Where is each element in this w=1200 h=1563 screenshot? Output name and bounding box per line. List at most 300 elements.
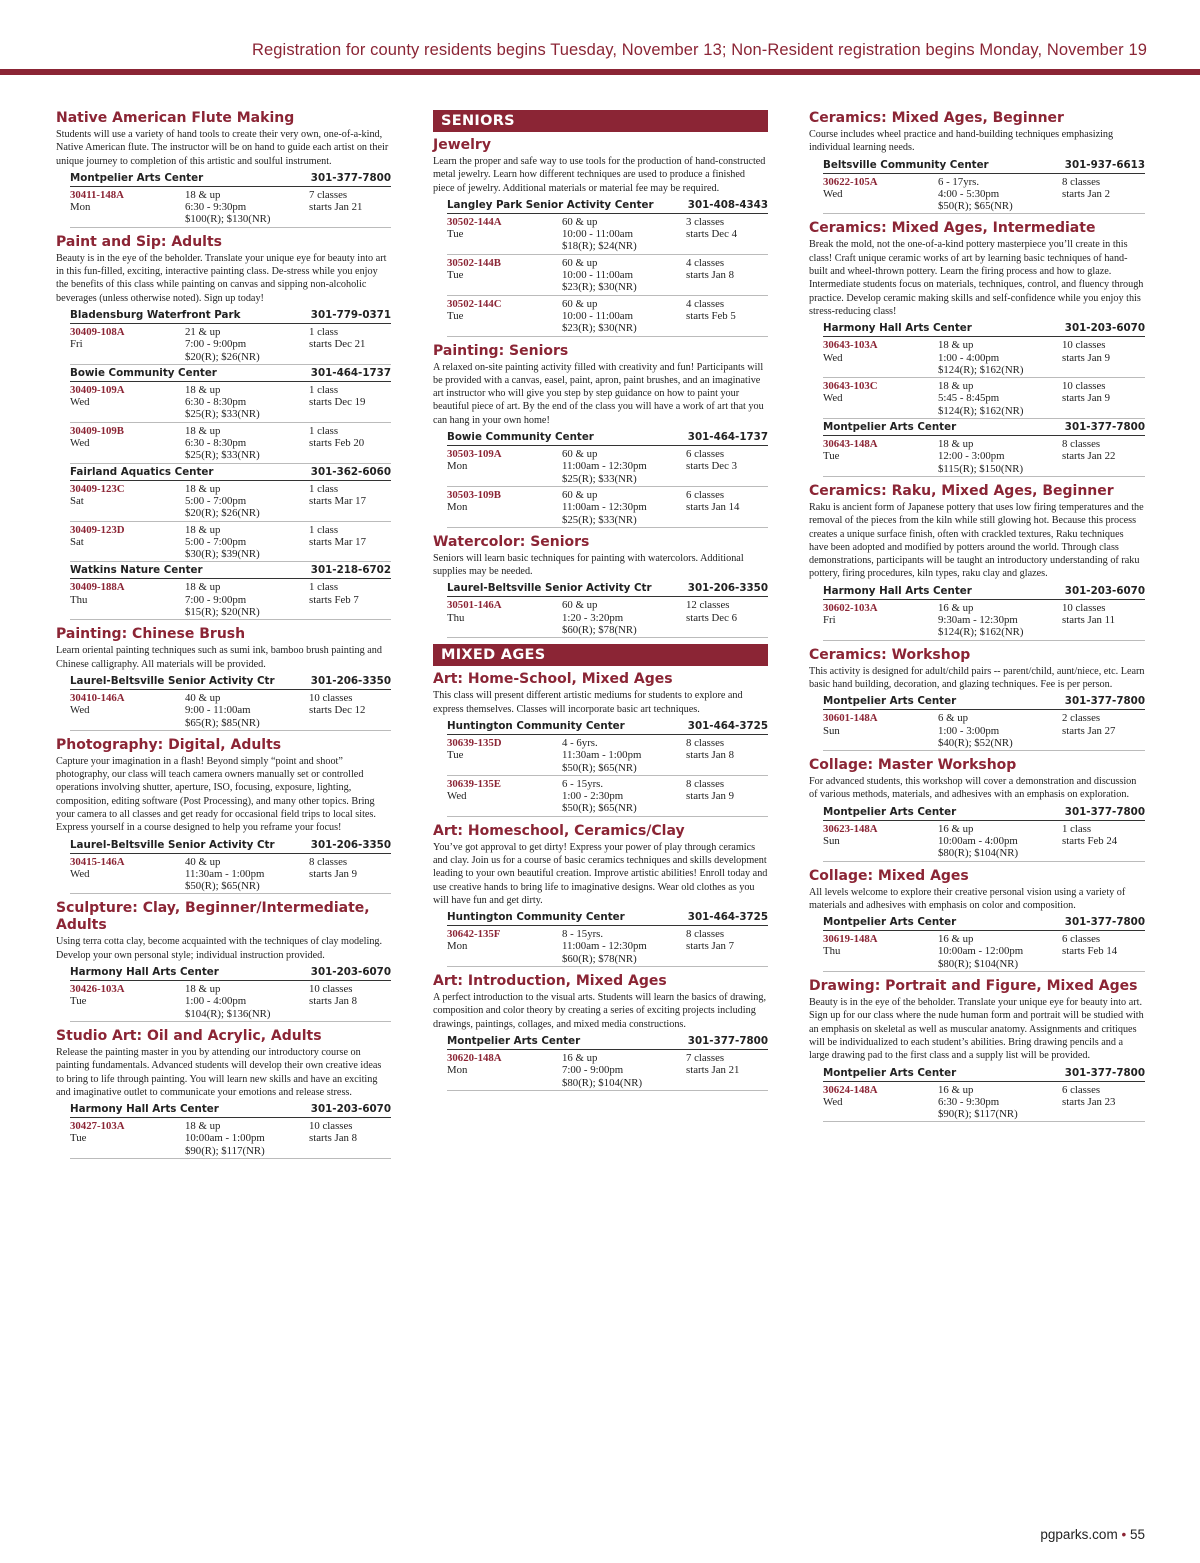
location-header [70,307,391,324]
course-code[interactable]: 30639-135D [447,736,502,749]
course-code[interactable]: 30624-148A [823,1083,878,1096]
location-name: Laurel-Beltsville Senior Activity Ctr [447,582,652,595]
course-description: All levels welcome to explore their creative personal vision using a variety of materials and adhesives with emphasis on color and composition. [809,886,1126,911]
session-start: starts Dec 3 [686,460,737,473]
course-code[interactable]: 30623-148A [823,822,878,835]
session-day: Wed [823,1095,843,1108]
session-age-time [562,928,686,965]
session-time: 5:45 - 8:45pm [938,392,1000,405]
session-start: starts Feb 14 [1062,945,1118,958]
session-code-day [70,189,185,226]
session-age-time [185,1120,309,1157]
session-row [823,1082,1145,1123]
course-description: Learn the proper and safe way to use tools for the production of hand-constructed metal jewelry. Learn how different techniques are used to produce a finished piece of jewelry. Additional materials or material fee may be required. [433,156,766,194]
course-code[interactable]: 30409-188A [70,581,125,594]
session-start: starts Jan 8 [686,269,734,282]
session-fee: $60(R); $78(NR) [562,952,637,965]
session-count-start [686,298,768,335]
session-age: 60 & up [562,297,598,310]
session-age: 40 & up [185,691,221,704]
session-age: 6 & up [938,712,968,725]
location-phone: 301-937-6613 [1064,158,1145,171]
session-code-day [447,448,562,485]
course-description: Break the mold, not the one-of-a-kind pottery masterpiece you’ll create in this class! Craft unique ceramic works of art by learning basic techniques of hand-built and wheel-thrown pottery. Learn the firing process and how to glaze. Intermediate students focus on materials, techniques, control, and fluency through practice. Develop ceramic making skills and self-confidence while you enjoy this stress-reducing class! [809,239,1144,317]
course-description: Learn oriental painting techniques such as sumi ink, bamboo brush painting and Chinese calligraphy. All materials will be provided. [56,645,382,670]
session-code-day [70,1120,185,1157]
location-header [823,914,1145,931]
session-code-day [447,257,562,294]
session-code-day [447,778,562,815]
session-code-day [447,489,562,526]
location-header [70,673,391,690]
session-row [447,735,768,776]
course-code[interactable]: 30411-148A [70,188,124,201]
session-day: Sat [70,494,84,507]
session-count-start [1062,823,1145,860]
course-code[interactable]: 30639-135E [447,777,501,790]
location-header [447,580,768,597]
location-phone: 301-218-6702 [310,564,391,577]
course-code[interactable]: 30427-103A [70,1120,125,1133]
location-name: Langley Park Senior Activity Center [447,198,654,211]
location-block [823,1065,1145,1123]
session-code-day [823,438,938,475]
session-row [823,931,1145,972]
session-start: starts Jan 9 [309,867,357,880]
session-code-day [823,823,938,860]
session-age-time [185,326,309,363]
course-title: Studio Art: Oil and Acrylic, Adults [56,1027,322,1044]
session-fee: $100(R); $130(NR) [185,213,271,226]
course-title: Art: Home-School, Mixed Ages [433,671,673,688]
session-day: Thu [823,945,841,958]
location-phone: 301-377-7800 [310,171,391,184]
course-title: Photography: Digital, Adults [56,736,282,753]
session-day: Tue [823,450,840,463]
session-code-day [823,380,938,417]
course-code[interactable]: 30503-109A [447,448,502,461]
session-age: 4 - 6yrs. [562,736,598,749]
location-header [70,464,391,481]
course-code[interactable]: 30502-144C [447,297,502,310]
session-fee: $104(R); $136(NR) [185,1007,271,1020]
course-listing [809,978,1145,1122]
session-age-time [185,692,309,729]
session-row [823,337,1145,378]
session-code-day [447,216,562,253]
session-count-start [1062,933,1145,970]
session-count-start [686,928,768,965]
session-count-start [686,737,768,774]
session-age: 18 & up [185,983,221,996]
location-name: Montpelier Arts Center [823,805,957,818]
location-block [823,693,1145,751]
session-fee: $50(R); $65(NR) [562,802,637,815]
location-block [447,718,768,817]
session-classes: 3 classes [686,215,725,228]
session-classes: 7 classes [309,188,348,201]
course-listing [56,737,391,895]
session-row [70,522,391,563]
session-row [447,776,768,817]
session-day: Tue [447,749,464,762]
session-row [70,579,391,620]
location-block [447,1033,768,1091]
course-listing [433,823,768,967]
session-time: 5:00 - 7:00pm [185,494,247,507]
session-time: 1:00 - 4:00pm [185,995,247,1008]
session-age-time [938,438,1062,475]
site-link[interactable]: pgparks.com [1040,1527,1118,1542]
session-age-time [185,189,309,226]
course-code[interactable]: 30409-123C [70,482,125,495]
session-fee: $30(R); $39(NR) [185,548,260,561]
session-classes: 6 classes [686,488,725,501]
course-code[interactable]: 30409-108A [70,325,125,338]
location-name: Laurel-Beltsville Senior Activity Ctr [70,838,275,851]
course-code[interactable]: 30502-144A [447,215,502,228]
session-time: 11:30am - 1:00pm [185,867,265,880]
session-code-day [447,928,562,965]
session-row [70,690,391,731]
session-row [447,296,768,337]
course-listing [809,757,1145,861]
location-name: Harmony Hall Arts Center [823,322,972,335]
course-listing [809,647,1145,751]
session-code-day [447,737,562,774]
location-name: Montpelier Arts Center [823,421,957,434]
session-age-time [562,778,686,815]
location-block [70,307,391,365]
session-age-time [938,933,1062,970]
course-description: This class will present different artistic mediums for students to explore and express themselves. Classes will incorporate basic art techniques. [433,690,743,715]
session-code-day [70,692,185,729]
session-code-day [823,712,938,749]
session-start: starts Jan 23 [1062,1095,1116,1108]
session-fee: $15(R); $20(NR) [185,606,260,619]
session-code-day [70,983,185,1020]
session-day: Fri [70,338,83,351]
session-count-start [309,524,391,561]
course-description: A perfect introduction to the visual arts. Students will learn the basics of drawing, composition and color theory by creating a series of exciting projects including drawings, paintings, collages, and mixed media constructions. [433,992,766,1030]
session-code-day [70,581,185,618]
session-fee: $25(R); $33(NR) [562,513,637,526]
session-age: 21 & up [185,325,221,338]
session-day: Sat [70,535,84,548]
session-start: starts Jan 8 [309,995,357,1008]
session-count-start [686,489,768,526]
session-classes: 1 class [309,424,339,437]
session-count-start [309,692,391,729]
session-count-start [686,1052,768,1089]
course-code[interactable]: 30601-148A [823,712,878,725]
session-time: 6:30 - 9:30pm [185,201,247,214]
session-age-time [562,599,686,636]
session-age: 18 & up [938,380,974,393]
session-code-day [823,602,938,639]
course-listing [433,671,768,816]
column-1 [56,110,391,1165]
session-count-start [309,581,391,618]
location-phone: 301-203-6070 [1064,584,1145,597]
session-day: Thu [70,593,88,606]
course-description: Seniors will learn basic techniques for painting with watercolors. Additional supplies may be needed. [433,552,744,578]
location-phone: 301-377-7800 [687,1034,768,1047]
course-title: Collage: Mixed Ages [809,867,969,884]
session-start: starts Feb 24 [1062,834,1118,847]
session-code-day [823,339,938,376]
session-fee: $23(R); $30(NR) [562,281,637,294]
session-classes: 4 classes [686,256,725,269]
course-code[interactable]: 30410-146A [70,691,125,704]
session-fee: $65(R); $85(NR) [185,716,260,729]
session-age: 60 & up [562,215,598,228]
location-block [447,909,768,967]
session-count-start [309,983,391,1020]
session-time: 5:00 - 7:00pm [185,535,247,548]
session-age-time [185,425,309,462]
session-start: starts Dec 21 [309,338,366,351]
session-day: Tue [70,995,87,1008]
session-age-time [562,257,686,294]
course-code[interactable]: 30643-148A [823,438,878,451]
course-description: For advanced students, this workshop will cover a demonstration and discussion of various methods, materials, and adhesives with an emphasis on exploration. [809,776,1137,801]
session-time: 7:00 - 9:00pm [185,338,247,351]
location-header [447,429,768,446]
session-count-start [309,1120,391,1157]
location-phone: 301-464-3725 [687,719,768,732]
session-count-start [686,448,768,485]
session-code-day [823,933,938,970]
session-time: 11:30am - 1:00pm [562,749,642,762]
session-time: 9:30am - 12:30pm [938,614,1018,627]
course-title: Watercolor: Seniors [433,533,590,550]
location-block [70,170,391,228]
session-time: 10:00am - 1:00pm [185,1132,265,1145]
session-fee: $124(R); $162(NR) [938,363,1024,376]
course-code[interactable]: 30426-103A [70,983,125,996]
course-description: Using terra cotta clay, become acquainted with the techniques of clay modeling. Develop your own personal style; individual instruction provided. [56,936,383,961]
session-count-start [1062,438,1145,475]
session-age: 18 & up [185,424,221,437]
session-time: 11:00am - 12:30pm [562,501,647,514]
session-fee: $23(R); $30(NR) [562,322,637,335]
session-count-start [1062,176,1145,213]
course-title: Ceramics: Raku, Mixed Ages, Beginner [809,482,1114,499]
session-count-start [309,189,391,226]
course-code[interactable]: 30619-148A [823,933,878,946]
session-age: 18 & up [185,482,221,495]
session-count-start [686,778,768,815]
location-phone: 301-206-3350 [687,582,768,595]
location-header [823,693,1145,710]
location-name: Montpelier Arts Center [823,1066,957,1079]
session-start: starts Jan 21 [309,201,363,214]
course-description: Students will use a variety of hand tools to create their very own, one-of-a-kind, Native American flute. The instructor will be on hand to guide each artist on their unique journey to completion of this artistic and soulful instrument. [56,129,389,167]
session-fee: $20(R); $26(NR) [185,350,260,363]
location-name: Bladensburg Waterfront Park [70,308,241,321]
course-title: Collage: Master Workshop [809,757,1017,774]
course-code[interactable]: 30415-146A [70,855,125,868]
course-code[interactable]: 30409-123D [70,523,125,536]
session-row [70,1118,391,1159]
session-age: 60 & up [562,599,598,612]
location-phone: 301-464-3725 [687,911,768,924]
course-code[interactable]: 30409-109B [70,424,124,437]
course-code[interactable]: 30501-146A [447,599,502,612]
session-row [70,981,391,1022]
session-count-start [309,483,391,520]
session-start: starts Jan 27 [1062,724,1116,737]
location-name: Huntington Community Center [447,911,625,924]
location-block [823,583,1145,641]
session-time: 9:00 - 11:00am [185,704,251,717]
session-time: 1:00 - 2:30pm [562,790,624,803]
session-age-time [938,712,1062,749]
session-start: starts Feb 20 [309,437,365,450]
session-row [823,378,1145,419]
session-code-day [70,425,185,462]
session-count-start [686,257,768,294]
course-code[interactable]: 30602-103A [823,601,878,614]
session-time: 6:30 - 8:30pm [185,437,247,450]
session-day: Mon [447,460,468,473]
session-age: 8 - 15yrs. [562,928,604,941]
location-header [447,718,768,735]
location-name: Fairland Aquatics Center [70,465,214,478]
session-day: Wed [823,392,843,405]
session-fee: $60(R); $78(NR) [562,624,637,637]
location-header [823,583,1145,600]
session-start: starts Feb 7 [309,593,359,606]
session-classes: 10 classes [1062,601,1106,614]
course-code[interactable]: 30409-109A [70,383,125,396]
location-name: Montpelier Arts Center [823,916,957,929]
course-description: A relaxed on-site painting activity filled with creativity and fun! Participants will be provided with a canvas, easel, paint, apron, paint brushes, and an imaginative art instructor who will give you step by step guidance on how to paint your beautiful piece of art. By the end of the class you will have a work of art that you can hang in your own home! [433,361,764,426]
course-code[interactable]: 30643-103A [823,339,878,352]
session-start: starts Dec 12 [309,704,366,717]
course-code[interactable]: 30643-103C [823,380,878,393]
session-start: starts Mar 17 [309,494,366,507]
course-listing [56,900,391,1021]
session-row [447,446,768,487]
course-code[interactable]: 30502-144B [447,256,501,269]
location-header [447,1033,768,1050]
session-row [447,255,768,296]
session-fee: $20(R); $26(NR) [185,507,260,520]
session-start: starts Jan 8 [309,1132,357,1145]
session-code-day [447,298,562,335]
location-phone: 301-464-1737 [310,366,391,379]
session-day: Wed [823,351,843,364]
session-classes: 7 classes [686,1051,725,1064]
session-day: Mon [447,501,468,514]
session-day: Wed [70,396,90,409]
location-phone: 301-206-3350 [310,674,391,687]
session-day: Wed [70,704,90,717]
session-fee: $25(R); $33(NR) [185,449,260,462]
location-block [823,914,1145,972]
course-listing [433,534,768,638]
location-header [70,562,391,579]
session-day: Sun [823,724,840,737]
location-header [70,365,391,382]
session-classes: 8 classes [309,855,348,868]
session-age-time [938,339,1062,376]
session-classes: 10 classes [1062,339,1106,352]
course-description: Release the painting master in you by attending our introductory course on painting fundamentals. Advanced students will develop their own creative ideas to bring to life through painting. You will learn new skills and have an exciting and imaginative outlet to communicate your emotions and release stress. [56,1046,382,1098]
course-code[interactable]: 30503-109B [447,488,501,501]
session-fee: $18(R); $24(NR) [562,240,637,253]
location-phone: 301-377-7800 [1064,805,1145,818]
session-start: starts Dec 19 [309,396,366,409]
session-day: Mon [447,940,468,953]
session-code-day [70,483,185,520]
session-age: 18 & up [185,581,221,594]
session-age-time [562,489,686,526]
course-code[interactable]: 30642-135F [447,928,501,941]
session-day: Wed [70,867,90,880]
session-classes: 10 classes [309,983,353,996]
session-row [447,214,768,255]
session-classes: 8 classes [1062,175,1101,188]
page-number: 55 [1129,1527,1145,1542]
session-age-time [938,1084,1062,1121]
session-start: starts Jan 21 [686,1064,740,1077]
session-row [447,926,768,967]
session-time: 6:30 - 9:30pm [938,1095,1000,1108]
course-listing [433,973,768,1091]
location-header [823,320,1145,337]
location-block [70,673,391,731]
column-3 [809,110,1145,1128]
session-classes: 6 classes [1062,1083,1101,1096]
session-code-day [70,856,185,893]
session-start: starts Feb 5 [686,309,736,322]
course-code[interactable]: 30620-148A [447,1051,502,1064]
location-block [70,365,391,464]
session-code-day [70,524,185,561]
session-code-day [447,1052,562,1089]
session-fee: $80(R); $104(NR) [938,957,1019,970]
location-block [823,419,1145,477]
session-age: 16 & up [938,601,974,614]
session-age: 6 - 15yrs. [562,777,604,790]
session-age-time [185,524,309,561]
session-row [823,600,1145,641]
section-band: MIXED AGES [433,644,768,666]
location-block [70,1101,391,1159]
location-block [823,804,1145,862]
session-row [823,436,1145,477]
session-fee: $25(R); $33(NR) [185,408,260,421]
course-code[interactable]: 30622-105A [823,175,878,188]
course-listing [56,626,391,730]
session-time: 10:00 - 11:00am [562,309,633,322]
session-row [70,187,391,228]
session-time: 7:00 - 9:00pm [185,593,247,606]
location-name: Bowie Community Center [70,366,217,379]
location-header [70,170,391,187]
location-header [70,1101,391,1118]
session-age: 18 & up [938,438,974,451]
session-code-day [70,326,185,363]
session-fee: $50(R); $65(NR) [185,880,260,893]
course-description: Beauty is in the eye of the beholder. Translate your unique eye for beauty into art in this fun-filled, exciting, interactive painting class. De-stress while you enjoy the benefits of this class while painting on canvas and sipping non-alcoholic beverages (unless otherwise noted). Sign up today! [56,252,387,304]
session-time: 1:00 - 3:00pm [938,724,1000,737]
session-time: 7:00 - 9:00pm [562,1064,624,1077]
session-start: starts Dec 4 [686,228,737,241]
